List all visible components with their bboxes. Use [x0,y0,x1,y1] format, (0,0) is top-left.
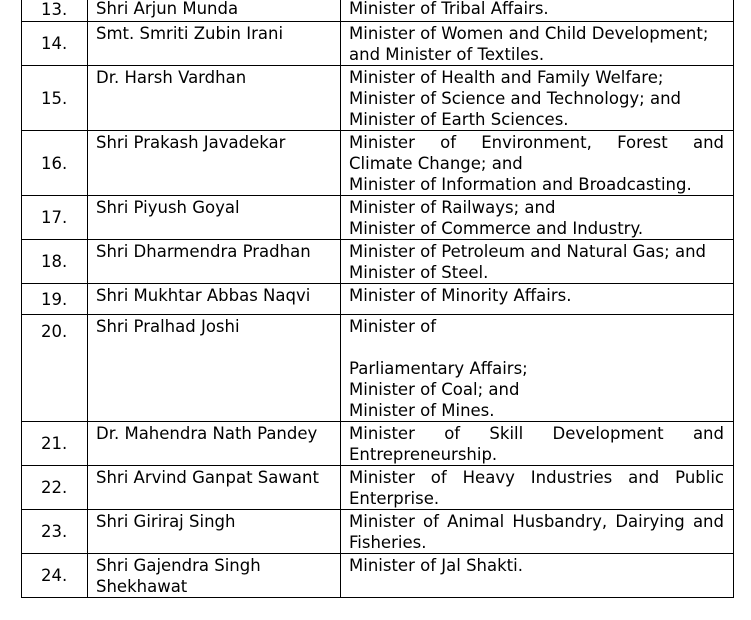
table-row [22,422,734,466]
minister-name: Shri Arjun Munda [96,0,239,18]
serial-number: 23. [41,522,68,541]
portfolio-line: Minister of Mines. [349,401,495,420]
minister-name-cell [88,510,341,554]
minister-name: Shri Pralhad Joshi [96,317,240,336]
portfolio-line: Minister of Jal Shakti. [349,556,523,575]
portfolio-line: Minister of Coal; and [349,380,520,399]
portfolio-line: Minister of Railways; and [349,198,556,217]
serial-number: 19. [41,289,68,309]
portfolio-line: Minister of Petroleum and Natural Gas; and [349,242,706,261]
table-row [22,240,734,284]
table-row [22,22,734,66]
portfolio-cell [341,466,734,510]
portfolio-line: and Minister of Textiles. [349,45,545,64]
portfolio-line: Minister of Animal Husbandry, Dairying and [349,512,724,531]
table-row [22,131,734,196]
serial-number: 16. [41,153,68,173]
serial-number: 13. [41,0,68,19]
table-row [22,0,734,22]
portfolio-cell [341,240,734,284]
serial-number-cell [22,240,88,284]
minister-name: Smt. Smriti Zubin Irani [96,24,284,43]
serial-number: 14. [41,34,68,53]
portfolio-cell [341,196,734,240]
minister-name: Shri Mukhtar Abbas Naqvi [96,286,311,305]
minister-name-cell [88,196,341,240]
serial-number-cell [22,131,88,196]
serial-number: 21. [41,434,68,453]
portfolio-line: Minister of Earth Sciences. [349,110,569,129]
portfolio-line: Climate Change; and [349,154,523,173]
portfolio-blank-line [349,337,724,358]
portfolio-line: Entrepreneurship. [349,445,498,464]
portfolio-cell [341,422,734,466]
table-row [22,196,734,240]
serial-number-cell [22,284,88,315]
portfolio-cell [341,131,734,196]
serial-number: 22. [41,478,68,497]
minister-name: Shri Piyush Goyal [96,198,240,217]
table-row [22,466,734,510]
serial-number-cell [22,22,88,66]
portfolio-cell [341,22,734,66]
minister-name-cell [88,422,341,466]
serial-number: 24. [41,566,68,585]
serial-number-cell [22,422,88,466]
serial-number: 17. [41,208,68,227]
minister-name: Shri Gajendra Singh [96,556,261,575]
table-row [22,510,734,554]
portfolio-line: Minister of Information and Broadcasting. [349,175,692,194]
minister-name: Shri Dharmendra Pradhan [96,242,311,261]
minister-name: Shekhawat [96,577,188,596]
portfolio-line: Minister of Steel. [349,263,489,282]
serial-number: 15. [41,88,68,108]
serial-number-cell [22,510,88,554]
portfolio-line: Minister of Science and Technology; and [349,89,682,108]
minister-name-cell [88,466,341,510]
minister-name-cell [88,240,341,284]
minister-name-cell [88,315,341,422]
portfolio-cell [341,510,734,554]
portfolio-line: Minister of Skill Development and [349,424,724,443]
portfolio-line: Minister of Women and Child Development; [349,24,709,43]
portfolio-cell [341,554,734,598]
portfolio-cell [341,66,734,131]
portfolio-line: Minister of Heavy Industries and Public [349,468,724,487]
serial-number-cell [22,196,88,240]
serial-number-cell [22,315,88,422]
minister-name-cell [88,284,341,315]
serial-number: 18. [41,252,68,271]
table-row [22,66,734,131]
serial-number-cell [22,0,88,22]
minister-name: Shri Giriraj Singh [96,512,236,531]
table-row [22,315,734,422]
portfolio-line: Minister of [349,317,437,336]
portfolio-cell [341,315,734,422]
portfolio-line: Minister of Commerce and Industry. [349,219,644,238]
portfolio-cell [341,0,734,22]
portfolio-line: Minister of Tribal Affairs. [349,0,549,18]
portfolio-line: Minister of Minority Affairs. [349,286,572,305]
minister-name: Dr. Mahendra Nath Pandey [96,424,318,443]
portfolio-line: Minister of Health and Family Welfare; [349,68,664,87]
minister-name-cell [88,66,341,131]
portfolio-line: Enterprise. [349,489,440,508]
serial-number: 20. [41,322,68,341]
serial-number-cell [22,554,88,598]
portfolio-line: Minister of Environment, Forest and [349,133,724,152]
minister-name: Shri Prakash Javadekar [96,133,286,152]
portfolio-cell [341,284,734,315]
table-row [22,554,734,598]
minister-name: Shri Arvind Ganpat Sawant [96,468,319,487]
portfolio-line: Fisheries. [349,533,427,552]
minister-name-cell [88,131,341,196]
minister-name: Dr. Harsh Vardhan [96,68,247,87]
serial-number-cell [22,466,88,510]
serial-number-cell [22,66,88,131]
minister-name-cell [88,0,341,22]
minister-name-cell [88,22,341,66]
minister-name-cell [88,554,341,598]
portfolio-line: Parliamentary Affairs; [349,359,528,378]
ministers-table [21,0,734,598]
table-row [22,284,734,315]
